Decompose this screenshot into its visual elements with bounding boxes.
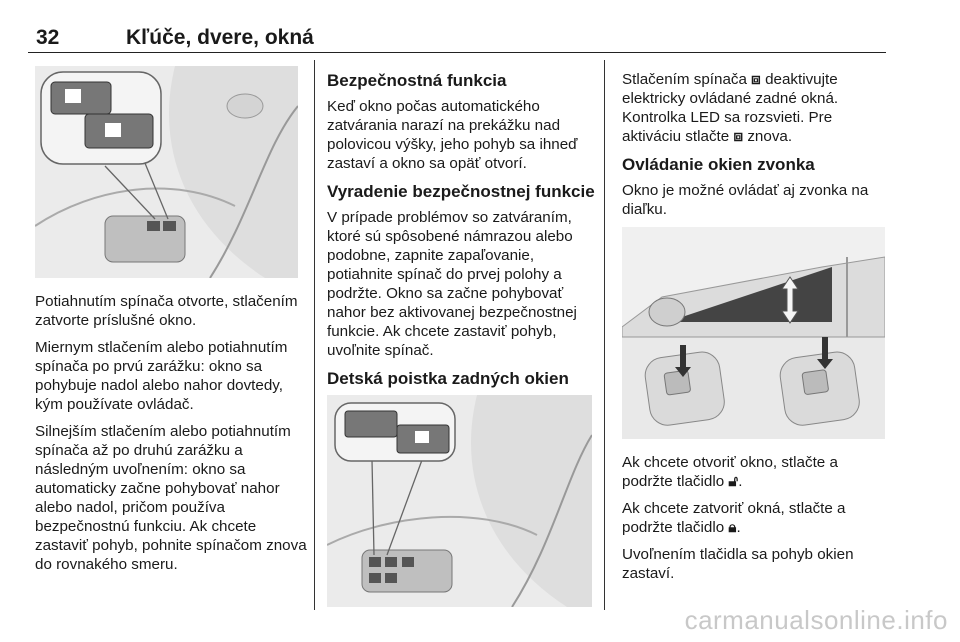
- column-divider-1: [314, 60, 315, 610]
- remote-window-figure: [622, 227, 885, 439]
- paragraph: Potiahnutím spínača otvorte, stlačením zatvorte príslušné okno.: [35, 293, 298, 329]
- unlock-icon: 🔓︎: [728, 473, 739, 490]
- page-number: 32: [36, 26, 60, 49]
- paragraph: Uvoľnením tlačidla sa pohyb okien zastaví.: [622, 546, 854, 582]
- paragraph: Okno je možné ovládať aj zvonka na diaľku.: [622, 182, 869, 218]
- section-heading: Ovládanie okien zvonka: [622, 155, 815, 174]
- paragraph: Silnejším stlačením alebo potiahnutím spínača až po druhú zarážku a následným uvoľnením: okno sa automaticky začne pohybovať nahor alebo nadol, pričom používa bezpečnostnú funkciu. Ak chcete zastaviť pohyb, pohnite spínačom znova do rovnakého smeru.: [35, 423, 307, 573]
- column-divider-2: [604, 60, 605, 610]
- window-lock-icon: ⧈: [733, 128, 744, 145]
- paragraph: Ak chcete otvoriť okno, stlačte a podržte tlačidlo 🔓︎.: [622, 454, 838, 490]
- chapter-title: Kľúče, dvere, okná: [126, 26, 314, 49]
- column-3: [622, 70, 890, 227]
- column-1: [35, 292, 307, 582]
- paragraph: Miernym stlačením alebo potiahnutím spínača po prvú zarážku: okno sa pohybuje nadol alebo nahor dovtedy, kým používate ovládač.: [35, 339, 288, 413]
- watermark: carmanualsonline.info: [684, 605, 948, 635]
- paragraph: V prípade problémov so zatváraním, ktoré sú spôsobené námrazou alebo podobne, zapnite zapaľovanie, potiahnite spínač do prvej polohy a podržte. Okno sa začne pohybovať nahor bez aktivovanej bezpečnostnej funkcie. Ak chcete zastaviť pohyb, uvoľnite spínač.: [327, 209, 577, 359]
- paragraph: Stlačením spínača ⧈ deaktivujte elektricky ovládané zadné okná. Kontrolka LED sa rozsvieti. Pre aktiváciu stlačte ⧈ znova.: [622, 71, 839, 145]
- window-lock-icon: ⧈: [751, 71, 761, 88]
- window-switch-figure: [35, 66, 298, 278]
- paragraph: Keď okno počas automatického zatvárania narazí na prekážku nad polovicou výšky, jeho pohyb sa ihneď zastaví a okno sa opäť otvorí.: [327, 98, 578, 172]
- section-heading: Vyradenie bezpečnostnej funkcie: [327, 182, 595, 201]
- page-header: [28, 20, 886, 53]
- section-heading: Detská poistka zadných okien: [327, 369, 569, 388]
- window-switch-illustration: [35, 66, 298, 278]
- paragraph: Ak chcete zatvoriť okná, stlačte a podržte tlačidlo 🔒︎.: [622, 500, 846, 536]
- section-heading: Bezpečnostná funkcia: [327, 71, 507, 90]
- child-lock-figure: [327, 395, 592, 607]
- child-lock-illustration: [327, 395, 592, 607]
- column-2: [327, 70, 595, 395]
- column-3-lower: [622, 453, 890, 591]
- remote-window-illustration: [622, 227, 885, 439]
- lock-icon: 🔒︎: [728, 519, 737, 536]
